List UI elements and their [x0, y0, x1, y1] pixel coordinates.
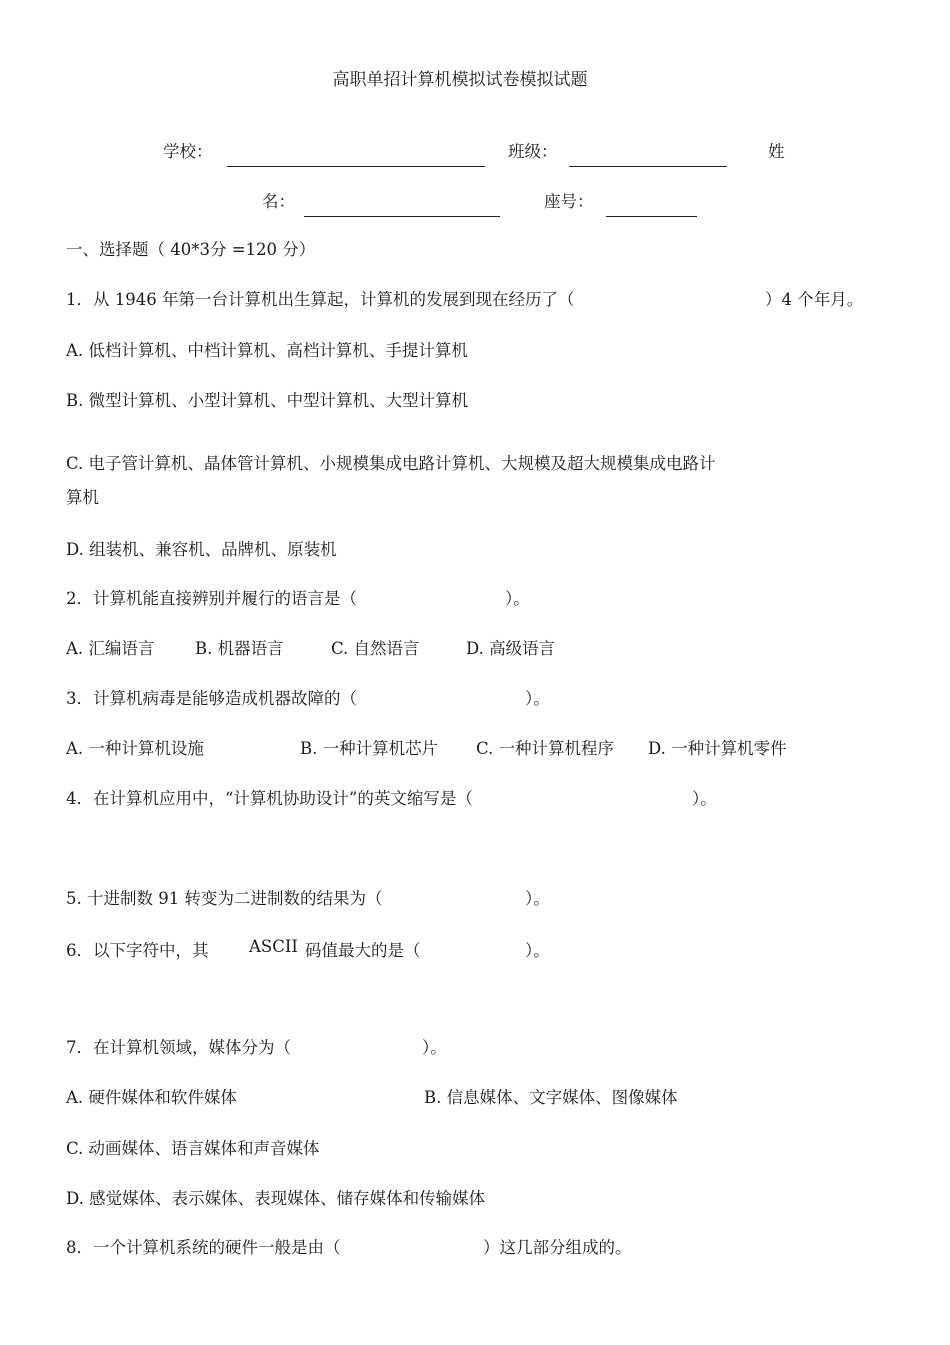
question-2-option-b: B. 机器语言: [195, 639, 284, 658]
class-blank[interactable]: [569, 166, 727, 167]
class-label: 班级：: [508, 142, 558, 161]
question-5-stem: 5. 十进制数 91 转变为二进制数的结果为（: [66, 889, 383, 908]
question-3-option-b: B. 一种计算机芯片: [300, 739, 439, 758]
question-3-option-a: A. 一种计算机设施: [66, 739, 204, 758]
name-blank[interactable]: [304, 216, 500, 217]
question-7-option-c: C. 动画媒体、语言媒体和声音媒体: [66, 1139, 320, 1158]
question-6-stem: 6．以下字符中，其: [66, 941, 209, 960]
question-4-stem: 4．在计算机应用中，“计算机协助设计”的英文缩写是（: [66, 789, 473, 808]
question-6-stem-end: ）。: [525, 941, 550, 960]
school-label: 学校：: [163, 142, 213, 161]
question-1-option-c: C. 电子管计算机、晶体管计算机、小规模集成电路计算机、大规模及超大规模集成电路计: [66, 454, 716, 473]
seat-label: 座号：: [544, 192, 594, 211]
question-4-stem-end: ）。: [692, 789, 717, 808]
name-label-part1: 姓: [768, 142, 785, 161]
page-title: 高职单招计算机模拟试卷模拟试题: [332, 70, 588, 90]
seat-blank[interactable]: [606, 216, 697, 217]
section-heading: 一、选择题（ 40*3分 =120 分）: [66, 240, 316, 259]
name-label-part2: 名：: [262, 192, 295, 211]
question-1-option-b: B. 微型计算机、小型计算机、中型计算机、大型计算机: [66, 391, 469, 410]
question-7-option-b: B. 信息媒体、文字媒体、图像媒体: [424, 1088, 678, 1107]
question-8-stem-end: ）这几部分组成的。: [483, 1238, 632, 1257]
question-6-ascii: ASCII: [249, 937, 298, 956]
question-2-option-c: C. 自然语言: [331, 639, 420, 658]
question-6-stem-mid: 码值最大的是（: [305, 941, 421, 960]
question-2-stem-end: ）。: [505, 589, 530, 608]
question-8-stem: 8．一个计算机系统的硬件一般是由（: [66, 1238, 341, 1257]
question-1-stem: 1．从 1946 年第一台计算机出生算起，计算机的发展到现在经历了（: [66, 290, 575, 309]
question-7-stem-end: ）。: [422, 1038, 447, 1057]
question-1-option-a: A. 低档计算机、中档计算机、高档计算机、手提计算机: [66, 341, 468, 360]
question-1-stem-end: ）4 个年月。: [765, 290, 864, 309]
question-2-stem: 2．计算机能直接辨别并履行的语言是（: [66, 589, 357, 608]
question-3-option-d: D. 一种计算机零件: [648, 739, 787, 758]
question-1-option-d: D. 组装机、兼容机、品牌机、原装机: [66, 540, 337, 559]
question-3-stem: 3．计算机病毒是能够造成机器故障的（: [66, 689, 357, 708]
question-3-option-c: C. 一种计算机程序: [476, 739, 615, 758]
question-3-stem-end: ）。: [525, 689, 550, 708]
question-1-option-c-cont: 算机: [66, 488, 99, 507]
question-5-stem-end: ）。: [525, 889, 550, 908]
question-2-option-a: A. 汇编语言: [66, 639, 155, 658]
question-7-option-a: A. 硬件媒体和软件媒体: [66, 1088, 237, 1107]
question-7-stem: 7．在计算机领域，媒体分为（: [66, 1038, 291, 1057]
question-7-option-d: D. 感觉媒体、表示媒体、表现媒体、储存媒体和传输媒体: [66, 1189, 486, 1208]
school-blank[interactable]: [227, 166, 485, 167]
question-2-option-d: D. 高级语言: [466, 639, 556, 658]
